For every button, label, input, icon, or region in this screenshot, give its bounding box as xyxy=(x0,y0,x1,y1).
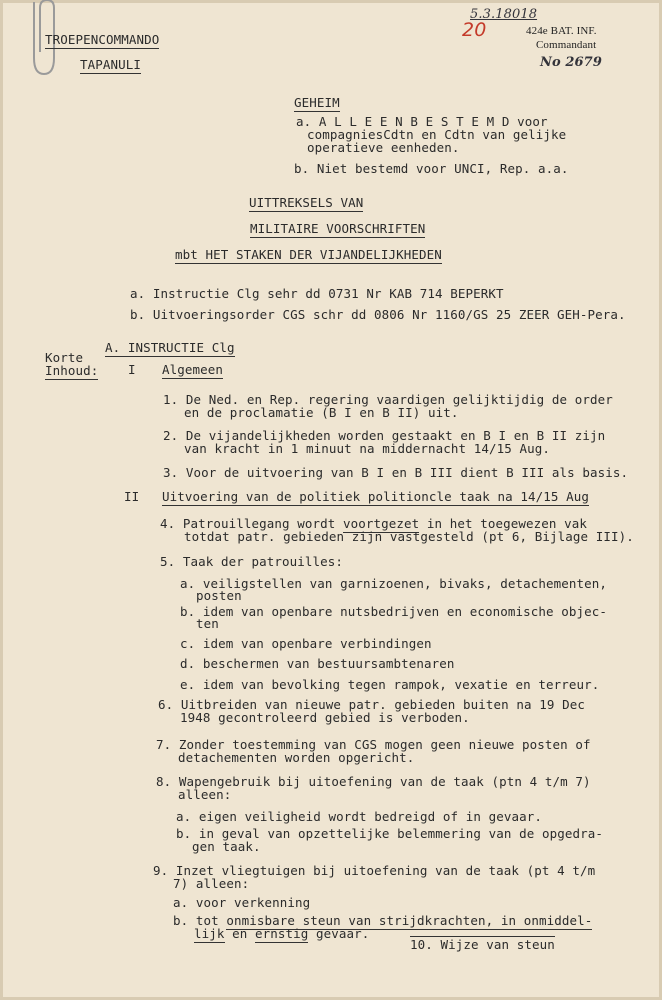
classification-b-line: b. Niet bestemd voor UNCI, Rep. a.a. xyxy=(294,161,569,176)
catchword: 10. Wijze van steun xyxy=(410,937,555,952)
paragraph-8-line1: 8. Wapengebruik bij uitoefening van de taak (ptn 4 t/m 7) xyxy=(156,774,591,789)
title-line-3: mbt HET STAKEN DER VIJANDELIJKHEDEN xyxy=(175,247,442,262)
paragraph-9b-text-pre: b. tot xyxy=(173,913,227,928)
classification-a-line2: compagniesCdtn en Cdtn van gelijke xyxy=(307,127,567,142)
paragraph-8b-line1: b. in geval van opzettelijke belemmering van de opgedra- xyxy=(176,826,604,841)
paragraph-5e: e. idem van bevolking tegen rampok, vexatie en terreur. xyxy=(180,677,600,692)
stamp-role: Commandant xyxy=(536,39,597,51)
paragraph-9a: a. voor verkenning xyxy=(173,895,311,910)
paragraph-6-line1: 6. Uitbreiden van nieuwe patr. gebieden buiten na 19 Dec xyxy=(158,697,586,712)
paragraph-1-line2: en de proclamatie (B I en B II) uit. xyxy=(184,405,459,420)
unit-location: TAPANULI xyxy=(80,57,142,72)
subsection-I-number: I xyxy=(128,362,136,377)
subsection-II-number: II xyxy=(124,489,140,504)
paragraph-4-line2: totdat patr. gebieden zijn vastgesteld (pt 6, Bijlage III). xyxy=(184,529,634,544)
paragraph-7-line1: 7. Zonder toestemming van CGS mogen geen nieuwe posten of xyxy=(156,737,591,752)
paragraph-6-line2: 1948 gecontroleerd gebied is verboden. xyxy=(180,710,470,725)
paragraph-5a-line2: posten xyxy=(196,588,242,603)
paragraph-5: 5. Taak der patrouilles: xyxy=(160,554,344,569)
classification-title: GEHEIM xyxy=(294,95,340,110)
paragraph-5b-line1: b. idem van openbare nutsbedrijven en economische objec- xyxy=(180,604,608,619)
unit-name: TROEPENCOMMANDO xyxy=(45,32,160,47)
paragraph-9b-text-mid: en xyxy=(224,926,256,941)
paragraph-2-line2: van kracht in 1 minuut na middernacht 14/15 Aug. xyxy=(184,441,551,456)
paragraph-8a: a. eigen veiligheid wordt bedreigd of in gevaar. xyxy=(176,809,543,824)
paragraph-9b-emphasis: onmisbare steun van strijdkrachten, in onmiddel- xyxy=(226,913,593,928)
paragraph-4-emphasis: voortgezet xyxy=(343,516,420,531)
side-label-1: Korte xyxy=(45,350,84,365)
classification-a-line3: operatieve eenheden. xyxy=(307,140,460,155)
paragraph-9-line2: 7) alleen: xyxy=(173,876,250,891)
paragraph-2-line1: 2. De vijandelijkheden worden gestaakt en B I en B II zijn xyxy=(163,428,606,443)
paragraph-9b-emphasis-2: lijk xyxy=(194,926,225,941)
handwritten-reference: 5.3.18018 xyxy=(470,7,538,22)
title-line-2: MILITAIRE VOORSCHRIFTEN xyxy=(250,221,426,236)
handwritten-red-number: 20 xyxy=(462,19,487,41)
paragraph-5a-line1: a. veiligstellen van garnizoenen, bivaks, detachementen, xyxy=(180,576,608,591)
paragraph-4-text-post: in het toegewezen vak xyxy=(419,516,588,531)
paragraph-7-line2: detachementen worden opgericht. xyxy=(178,750,415,765)
section-a-heading-text: A. INSTRUCTIE Clg xyxy=(105,340,235,355)
paragraph-8b-line2: gen taak. xyxy=(192,839,261,854)
paragraph-9-line1: 9. Inzet vliegtuigen bij uitoefening van de taak (pt 4 t/m xyxy=(153,863,596,878)
stamp-unit: 424e BAT. INF. xyxy=(526,25,597,37)
paragraph-8-line2: alleen: xyxy=(178,787,232,802)
classification-a-line1: a. A L L E E N B E S T E M D voor xyxy=(296,114,548,129)
section-a-heading xyxy=(105,341,235,355)
paragraph-3: 3. Voor de uitvoering van B I en B III dient B III als basis. xyxy=(163,465,629,480)
paragraph-4-text-pre: 4. Patrouillegang wordt xyxy=(160,516,344,531)
title-line-1: UITTREKSELS VAN xyxy=(249,195,364,210)
reference-a: a. Instructie Clg sehr dd 0731 Nr KAB 714 BEPERKT xyxy=(130,286,504,301)
paragraph-9b-text-post: gevaar. xyxy=(308,926,370,941)
reference-b: b. Uitvoeringsorder CGS schr dd 0806 Nr 1160/GS 25 ZEER GEH-Pera. xyxy=(130,307,626,322)
paragraph-5d: d. beschermen van bestuursambtenaren xyxy=(180,656,455,671)
paragraph-9b-line2 xyxy=(194,927,369,941)
side-label-2: Inhoud: xyxy=(45,363,99,378)
subsection-I-title: Algemeen xyxy=(162,362,224,377)
paragraph-5b-line2: ten xyxy=(196,616,219,631)
subsection-II-title: Uitvoering van de politiek politioncle taak na 14/15 Aug xyxy=(162,489,590,504)
paragraph-5c: c. idem van openbare verbindingen xyxy=(180,636,432,651)
paragraph-9b-emphasis-3: ernstig xyxy=(255,926,309,941)
paragraph-1-line1: 1. De Ned. en Rep. regering vaardigen gelijktijdig de order xyxy=(163,392,613,407)
handwritten-number: No 2679 xyxy=(540,55,602,70)
